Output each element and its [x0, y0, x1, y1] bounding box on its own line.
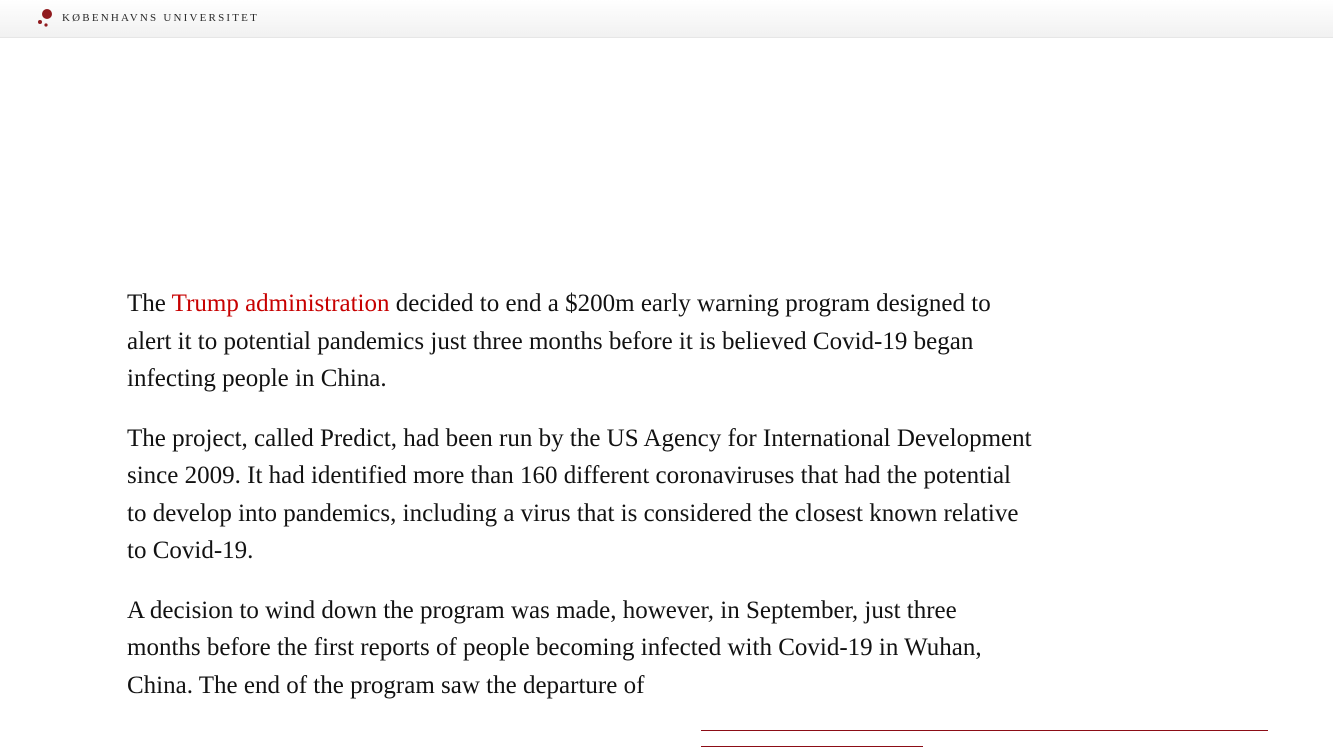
paragraph-2: The project, called Predict, had been run by the US Agency for International Development since 2009. It had identified more than 160 different coronaviruses that had the potential to develop into pandemics, including a virus that is considered the closest known relative to Covid-19.: [127, 424, 1032, 564]
top-bar: [0, 0, 1333, 38]
paragraph-1-start: The: [127, 290, 172, 317]
paragraph-3: A decision to wind down the program was made, however, in September, just three months before the first reports of people becoming infected with Covid-19 in Wuhan, China. The end of the program saw the departure of: [127, 596, 982, 699]
paragraph-1: [127, 285, 1032, 398]
divider-line: [701, 730, 1268, 731]
university-seal-icon: [36, 8, 54, 28]
paragraph-1-rest: decided to end a $200m early warning program designed to alert it to potential pandemics just three months before it is believed Covid-19 began infecting people in China.: [127, 290, 991, 392]
article-body: [127, 285, 1032, 726]
university-logo[interactable]: [36, 8, 259, 28]
divider-line-short: [701, 746, 923, 747]
university-name: KØBENHAVNS UNIVERSITET: [62, 12, 260, 24]
trump-administration-link[interactable]: Trump administration: [171, 290, 390, 317]
